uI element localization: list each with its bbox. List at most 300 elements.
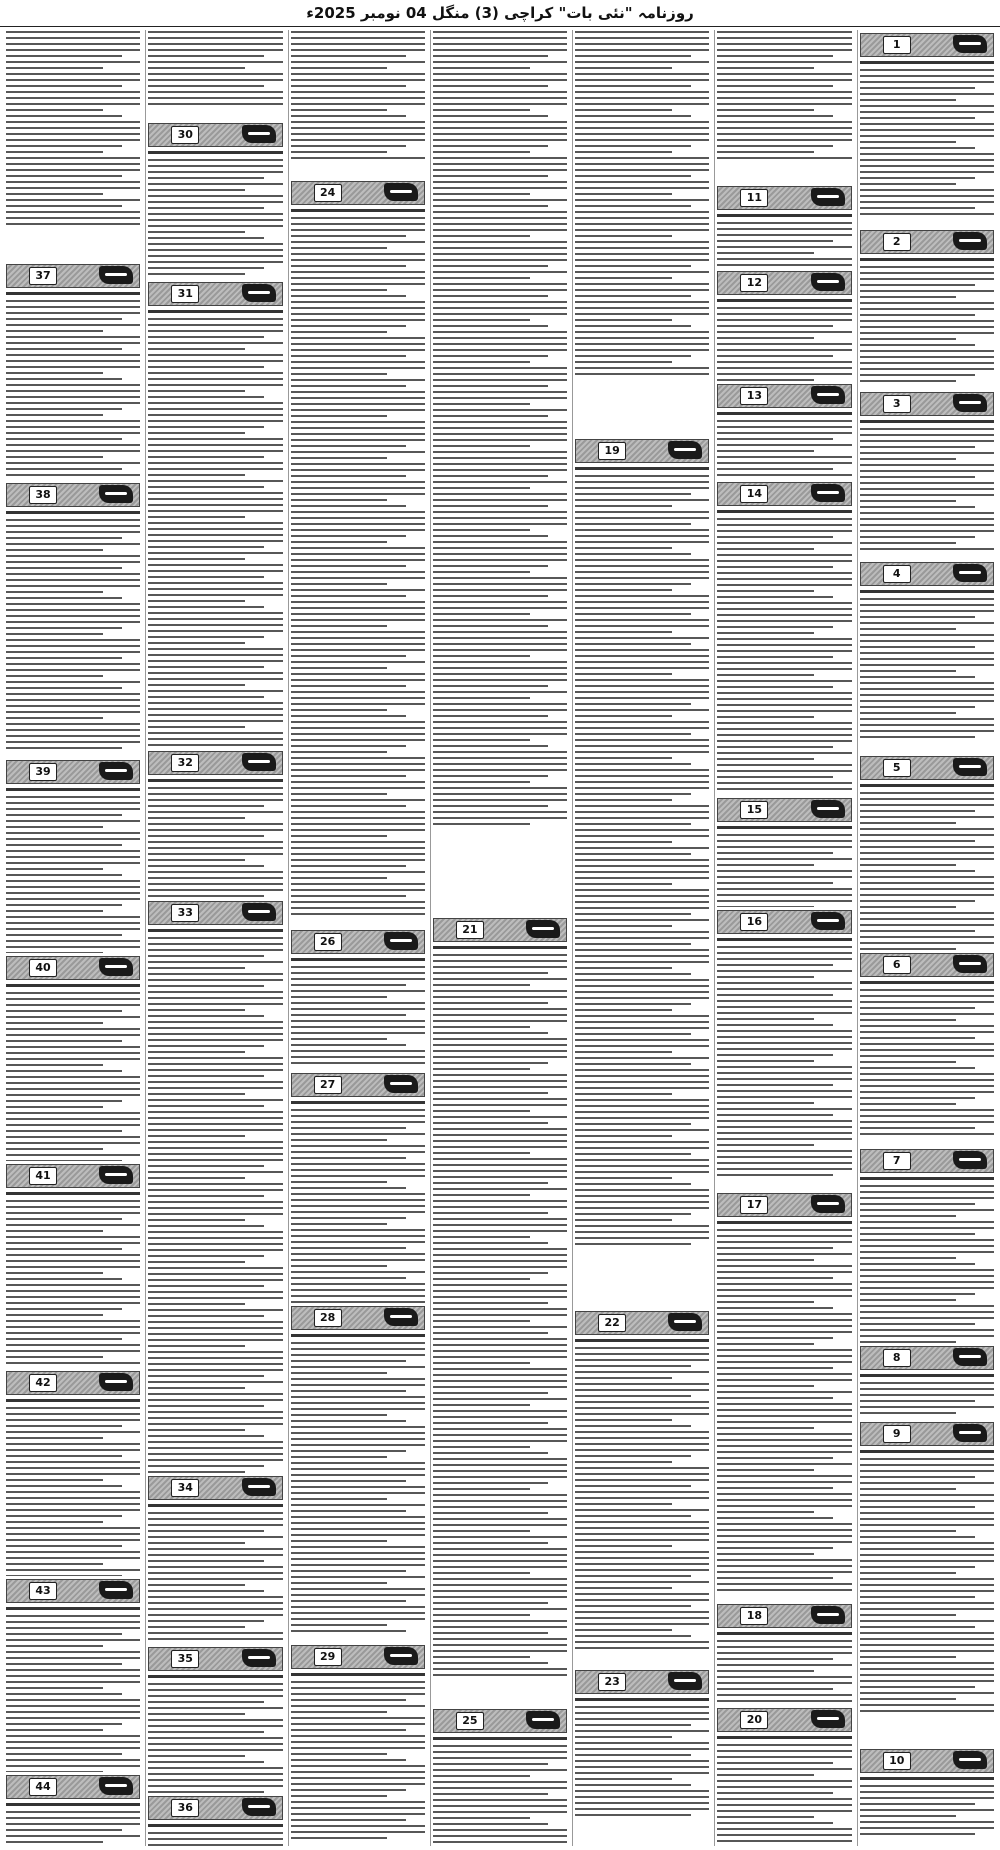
text-line: [860, 1785, 994, 1787]
text-line: [717, 1403, 851, 1405]
text-line: [575, 1754, 690, 1756]
text-line: [575, 1219, 672, 1221]
text-line: [6, 1344, 140, 1346]
text-line: [148, 1683, 282, 1685]
text-line: [575, 1141, 709, 1143]
text-line: [291, 1283, 425, 1285]
notice-number: 38: [29, 486, 57, 504]
text-line: [717, 852, 832, 854]
text-line: [575, 361, 672, 363]
text-line: [717, 252, 814, 254]
text-line: [148, 811, 282, 813]
text-line: [717, 1096, 851, 1098]
text-line: [575, 643, 690, 645]
column-1: [857, 30, 996, 1846]
text-line: [6, 820, 140, 822]
text-line: [291, 445, 406, 447]
text-line: [148, 1435, 263, 1437]
text-line: [860, 1079, 994, 1081]
text-line: [6, 1088, 140, 1090]
text-line: [291, 553, 425, 555]
text-line: [148, 1363, 282, 1365]
text-line: [291, 709, 388, 711]
text-line: [148, 79, 282, 81]
text-line: [148, 1590, 263, 1592]
text-line: [148, 1767, 282, 1769]
notice: [860, 950, 994, 1147]
notice: [717, 1190, 851, 1602]
text-line: [148, 1153, 282, 1155]
text-line: [291, 301, 425, 303]
text-line: [148, 1832, 282, 1834]
text-line: [575, 691, 709, 693]
text-line: [433, 1308, 567, 1310]
text-line: [717, 1265, 851, 1267]
text-line: [575, 1243, 690, 1245]
text-line: [6, 838, 140, 840]
text-line: [148, 588, 282, 590]
text-line: [575, 1383, 709, 1385]
text-line: [575, 1339, 709, 1342]
text-line: [433, 625, 548, 627]
text-line: [148, 666, 263, 668]
text-line: [717, 1247, 832, 1249]
text-line: [575, 625, 709, 627]
text-line: [717, 882, 832, 884]
text-line: [6, 1290, 140, 1292]
text-line: [148, 1231, 282, 1233]
text-line: [575, 289, 709, 291]
text-line: [6, 543, 140, 545]
text-line: [6, 438, 121, 440]
text-line: [291, 1747, 425, 1749]
text-line: [6, 1829, 121, 1831]
notice-banner: [6, 1164, 140, 1188]
text-line: [860, 664, 994, 666]
text-line: [433, 307, 567, 309]
text-line: [717, 644, 851, 646]
text-line: [291, 1456, 388, 1458]
text-line: [148, 1081, 282, 1083]
text-line: [291, 679, 425, 681]
text-line: [575, 1171, 709, 1173]
text-line: [6, 1010, 121, 1012]
text-line: [433, 247, 567, 249]
text-line: [148, 151, 282, 154]
text-line: [148, 1725, 282, 1727]
text-line: [148, 973, 282, 975]
text-line: [860, 1797, 994, 1799]
text-line: [291, 793, 388, 795]
text-line: [860, 1281, 994, 1283]
notice: [717, 1705, 851, 1846]
text-line: [860, 1257, 957, 1259]
text-line: [291, 529, 425, 531]
text-line: [575, 1593, 709, 1595]
text-line: [717, 1816, 814, 1818]
text-line: [860, 1227, 994, 1229]
text-line: [148, 462, 282, 464]
text-line: [148, 1033, 282, 1035]
text-line: [291, 31, 425, 33]
text-line: [717, 668, 851, 670]
text-line: [575, 1617, 709, 1619]
text-line: [148, 219, 282, 221]
text-line: [291, 1528, 425, 1530]
text-line: [433, 1829, 567, 1831]
text-line: [717, 49, 851, 51]
text-line: [860, 1007, 975, 1009]
text-line: [717, 1451, 851, 1453]
text-line: [433, 1434, 567, 1436]
text-line: [148, 1201, 282, 1203]
text-line: [717, 1565, 851, 1567]
text-line: [6, 1449, 140, 1451]
text-line: [575, 169, 709, 171]
text-line: [6, 627, 121, 629]
text-line: [860, 1686, 975, 1688]
text-line: [291, 1582, 388, 1584]
text-line: [6, 205, 121, 207]
text-line: [433, 175, 548, 177]
text-line: [291, 1223, 388, 1225]
text-line: [291, 1450, 406, 1452]
text-line: [6, 1621, 140, 1623]
text-line: [148, 1249, 282, 1251]
text-line: [717, 474, 851, 476]
baqia-wordmark-icon: [384, 1308, 418, 1326]
text-line: [433, 1524, 567, 1526]
text-line: [860, 1203, 975, 1205]
notice: [717, 479, 851, 794]
text-line: [6, 729, 140, 731]
text-line: [6, 1192, 140, 1195]
text-line: [148, 1441, 282, 1443]
text-line: [717, 692, 851, 694]
text-line: [860, 1239, 994, 1241]
text-line: [291, 859, 425, 861]
text-line: [6, 73, 140, 75]
notice: [860, 1419, 994, 1747]
text-line: [860, 1335, 994, 1337]
text-line: [433, 1392, 548, 1394]
text-line: [6, 525, 140, 527]
text-line: [860, 882, 994, 884]
text-line: [860, 1632, 994, 1634]
text-line: [291, 1372, 388, 1374]
text-line: [148, 177, 263, 179]
text-line: [575, 787, 709, 789]
text-line: [575, 1611, 709, 1613]
text-line: [575, 673, 672, 675]
notice-banner: [6, 760, 140, 784]
notice-body: [717, 30, 851, 183]
text-line: [860, 784, 994, 787]
text-line: [6, 940, 140, 942]
text-line: [291, 1771, 425, 1773]
text-line: [6, 1545, 121, 1547]
text-line: [148, 817, 245, 819]
text-line: [717, 656, 832, 658]
text-line: [860, 159, 994, 161]
text-line: [291, 1169, 425, 1171]
notice-banner: [575, 1670, 709, 1694]
text-line: [148, 438, 282, 440]
text-line: [717, 145, 832, 147]
text-line: [148, 354, 282, 356]
text-line: [291, 265, 406, 267]
text-line: [860, 207, 975, 209]
text-line: [6, 1407, 140, 1409]
text-line: [148, 243, 282, 245]
text-line: [860, 1704, 994, 1706]
text-line: [6, 139, 140, 141]
text-line: [717, 1415, 851, 1417]
text-line: [291, 1630, 406, 1632]
text-line: [717, 548, 814, 550]
text-line: [433, 1260, 567, 1262]
baqia-wordmark-icon: [526, 920, 560, 938]
text-line: [717, 1138, 851, 1140]
text-line: [291, 271, 425, 273]
text-line: [575, 913, 690, 915]
notice-number: 20: [740, 1711, 768, 1729]
text-line: [717, 1283, 851, 1285]
text-line: [717, 722, 851, 724]
text-line: [860, 117, 975, 119]
text-line: [291, 984, 406, 986]
text-line: [6, 1028, 140, 1030]
baqia-wordmark-icon: [668, 1672, 702, 1690]
text-line: [6, 1124, 140, 1126]
text-line: [575, 1039, 709, 1041]
text-line: [860, 338, 957, 340]
text-line: [6, 1633, 121, 1635]
notice: [717, 381, 851, 480]
text-line: [148, 450, 282, 452]
text-line: [860, 1412, 957, 1414]
text-line: [860, 1809, 994, 1811]
text-line: [717, 55, 832, 57]
text-line: [575, 697, 709, 699]
text-line: [575, 895, 709, 897]
text-line: [148, 1303, 245, 1305]
text-line: [6, 880, 140, 882]
text-line: [148, 1345, 245, 1347]
text-line: [860, 1680, 994, 1682]
text-line: [575, 1081, 709, 1083]
text-line: [717, 426, 851, 428]
text-line: [148, 516, 245, 518]
text-line: [433, 1362, 530, 1364]
text-line: [575, 301, 709, 303]
text-line: [291, 1831, 425, 1833]
text-line: [291, 1534, 425, 1536]
text-line: [291, 283, 425, 285]
text-line: [717, 79, 851, 81]
notice-body: [860, 1373, 994, 1419]
text-line: [717, 1780, 851, 1782]
text-line: [6, 348, 121, 350]
text-line: [6, 1230, 103, 1232]
text-line: [291, 1271, 425, 1273]
text-line: [291, 547, 425, 549]
text-line: [575, 1093, 672, 1095]
text-line: [717, 788, 851, 790]
text-line: [860, 1530, 957, 1532]
text-line: [148, 261, 282, 263]
text-line: [433, 199, 567, 201]
text-line: [717, 246, 851, 248]
text-line: [717, 1688, 832, 1690]
text-line: [433, 1086, 567, 1088]
text-line: [148, 1099, 282, 1101]
text-line: [860, 1518, 994, 1520]
text-line: [148, 1824, 282, 1827]
text-line: [575, 979, 709, 981]
text-line: [860, 858, 994, 860]
text-line: [6, 1687, 103, 1689]
text-line: [148, 642, 245, 644]
text-line: [860, 1013, 994, 1015]
text-line: [148, 43, 282, 45]
text-line: [291, 835, 388, 837]
text-line: [148, 1009, 245, 1011]
text-line: [717, 37, 851, 39]
notice-number: 40: [29, 959, 57, 977]
text-line: [291, 781, 425, 783]
text-line: [6, 1272, 103, 1274]
text-line: [291, 1342, 425, 1344]
text-line: [433, 1038, 567, 1040]
text-line: [575, 1413, 709, 1415]
text-line: [291, 1420, 406, 1422]
text-line: [291, 811, 425, 813]
text-line: [6, 1242, 140, 1244]
text-line: [860, 1470, 994, 1472]
text-line: [717, 1102, 814, 1104]
text-line: [860, 1374, 994, 1377]
text-line: [291, 1432, 425, 1434]
text-line: [575, 1443, 709, 1445]
text-line: [717, 258, 851, 260]
text-line: [433, 1745, 567, 1747]
text-line: [148, 546, 263, 548]
baqia-wordmark-icon: [242, 284, 276, 302]
text-line: [717, 1541, 851, 1543]
text-line: [148, 714, 282, 716]
notice: [433, 30, 567, 915]
text-line: [860, 494, 994, 496]
text-line: [148, 853, 282, 855]
text-line: [717, 1150, 851, 1152]
text-line: [6, 1473, 140, 1475]
text-line: [148, 1620, 263, 1622]
text-line: [148, 480, 282, 482]
text-line: [6, 886, 140, 888]
text-line: [6, 193, 103, 195]
text-line: [291, 1504, 425, 1506]
text-line: [6, 426, 140, 428]
text-line: [291, 1396, 425, 1398]
text-line: [433, 403, 530, 405]
text-line: [860, 1311, 994, 1313]
text-line: [860, 1305, 994, 1307]
baqia-wordmark-icon: [526, 1711, 560, 1729]
text-line: [717, 864, 814, 866]
text-line: [433, 79, 567, 81]
text-line: [148, 1632, 282, 1634]
text-line: [6, 1046, 140, 1048]
text-line: [717, 31, 851, 33]
text-line: [575, 1147, 709, 1149]
text-line: [575, 1033, 690, 1035]
text-line: [717, 510, 851, 513]
text-line: [6, 97, 140, 99]
text-line: [717, 1664, 851, 1666]
text-line: [575, 865, 709, 867]
text-line: [6, 681, 140, 683]
text-line: [6, 1663, 121, 1665]
text-line: [717, 337, 814, 339]
text-line: [148, 31, 282, 33]
notice-banner: [860, 1149, 994, 1173]
text-line: [575, 709, 709, 711]
notice-number: 21: [456, 921, 484, 939]
text-line: [575, 343, 709, 345]
notice: [148, 1473, 282, 1644]
text-line: [433, 511, 567, 513]
text-line: [717, 1289, 851, 1291]
text-line: [860, 622, 994, 624]
text-line: [860, 1275, 994, 1277]
text-line: [717, 1000, 851, 1002]
baqia-wordmark-icon: [811, 912, 845, 930]
text-line: [148, 1701, 263, 1703]
text-line: [860, 912, 994, 914]
notice-body: [6, 787, 140, 953]
text-line: [575, 181, 709, 183]
text-line: [860, 1777, 994, 1780]
text-line: [148, 1093, 245, 1095]
text-line: [148, 1129, 282, 1131]
text-line: [148, 985, 263, 987]
text-line: [6, 892, 140, 894]
text-line: [291, 1229, 425, 1231]
text-line: [6, 621, 140, 623]
text-line: [433, 115, 548, 117]
text-line: [575, 1419, 672, 1421]
text-line: [433, 457, 567, 459]
text-line: [6, 862, 140, 864]
notice-number: 22: [598, 1314, 626, 1332]
text-line: [148, 787, 282, 789]
text-line: [575, 961, 709, 963]
text-line: [575, 931, 709, 933]
text-line: [717, 264, 851, 266]
text-line: [860, 924, 994, 926]
notice-banner: [148, 751, 282, 775]
text-line: [148, 1578, 282, 1580]
text-line: [148, 1039, 282, 1041]
notice-number: 9: [883, 1425, 911, 1443]
text-line: [717, 121, 851, 123]
notice: [433, 1706, 567, 1846]
text-line: [717, 584, 851, 586]
text-line: [717, 1475, 851, 1477]
text-line: [433, 343, 567, 345]
text-line: [6, 1811, 140, 1813]
